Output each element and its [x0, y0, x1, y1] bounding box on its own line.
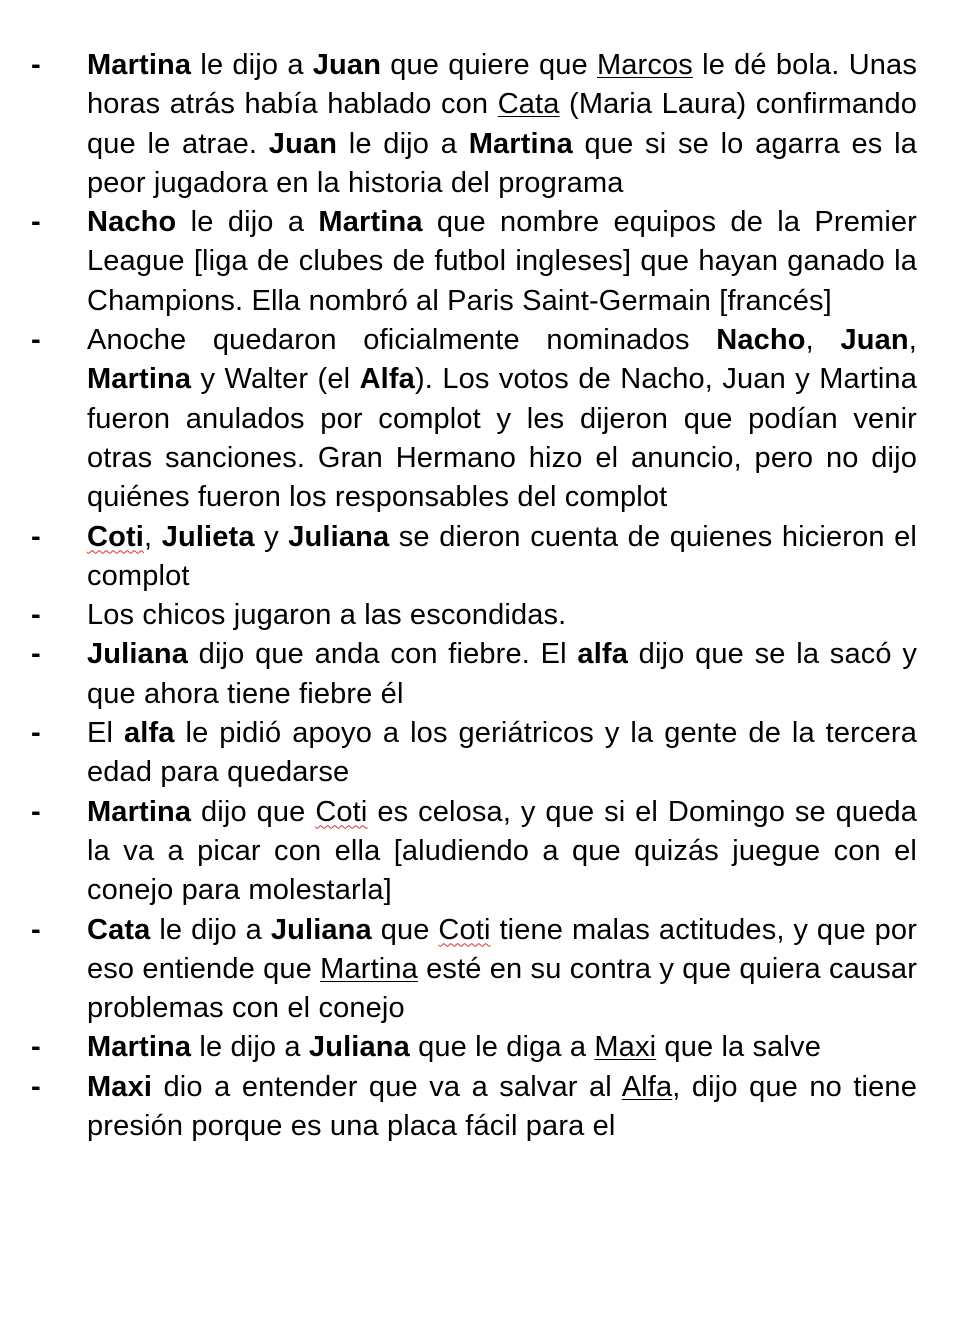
text-run: que si se lo agarra es la peor jugadora en la historia del programa: [87, 127, 917, 199]
bullet-dash: -: [31, 1031, 41, 1064]
list-item: [0, 635, 974, 714]
styled-text: Martina: [468, 127, 573, 160]
styled-text: Coti: [438, 913, 491, 946]
styled-text: Coti: [315, 795, 368, 828]
text-run: le dijo a: [191, 49, 313, 81]
styled-text: Martina: [87, 363, 192, 396]
text-run: es celosa, y que si el Domingo se queda la va a picar con ella [aludiendo a que quizás juegue con el conejo para molestarla]: [87, 795, 917, 907]
list-item: [0, 46, 974, 203]
text-run: que le diga a: [409, 1031, 595, 1064]
text-run: El: [87, 717, 124, 750]
styled-text: Coti: [87, 520, 144, 553]
list-item: [0, 518, 974, 597]
text-run: le dijo a: [176, 206, 319, 239]
styled-text: Juan: [840, 324, 909, 357]
styled-text: Martina: [318, 206, 423, 239]
styled-text: Juan: [268, 127, 338, 160]
bullet-dash: -: [31, 49, 41, 81]
styled-text: Martina: [87, 49, 192, 81]
styled-text: Marcos: [596, 49, 693, 81]
text-run: le dijo a: [337, 127, 469, 160]
text-run: y Walter (el: [191, 363, 360, 396]
text-run: le dijo a: [150, 913, 271, 946]
bullet-dash: -: [31, 1070, 41, 1103]
text-run: dio a entender que va a salvar al: [152, 1070, 622, 1103]
list-item-text: [87, 321, 917, 517]
list-item-text: [87, 793, 917, 911]
text-run: le pidió apoyo a los geriátricos y la gente de la tercera edad para quedarse: [87, 717, 917, 789]
styled-text: Martina: [87, 795, 192, 828]
list-item: [0, 793, 974, 911]
bullet-dash: -: [31, 717, 41, 750]
text-run: que la salve: [656, 1031, 821, 1064]
list-item: [0, 596, 974, 635]
text-run: que: [371, 913, 439, 946]
styled-text: Juliana: [308, 1031, 410, 1064]
styled-text: Martina: [87, 1031, 192, 1064]
list-item-text: [87, 46, 917, 203]
styled-text: Juliana: [87, 638, 188, 671]
bullet-dash: -: [31, 638, 41, 671]
styled-text: Nacho: [87, 206, 177, 239]
styled-text: Martina: [320, 952, 418, 985]
bullet-dash: -: [31, 324, 41, 357]
styled-text: Juan: [312, 49, 382, 81]
text-run: tiene malas actitudes, y que por eso entiende que: [87, 913, 918, 985]
text-run: esté en su contra y que quiera causar problemas con el conejo: [87, 952, 917, 1025]
text-run: y: [254, 520, 289, 553]
list-item-text: [87, 1068, 917, 1147]
list-item: [0, 1028, 974, 1067]
text-run: dijo que anda con fiebre. El: [187, 638, 578, 671]
text-run: Anoche quedaron oficialmente nominados: [87, 324, 717, 357]
bullet-dash: -: [31, 206, 41, 239]
styled-text: Maxi: [87, 1070, 153, 1103]
text-run: que nombre equipos de la Premier League [liga de clubes de futbol ingleses] que hayan ganado la Champions. Ella nombró al Paris Saint-Germain [francés]: [87, 206, 917, 317]
bullet-dash: -: [31, 795, 41, 828]
styled-text: Cata: [497, 88, 560, 121]
text-run: ,: [143, 520, 162, 553]
text-run: , dijo que no tiene presión porque es una placa fácil para el: [87, 1070, 917, 1143]
text-run: que quiere que: [381, 49, 597, 81]
text-run: se dieron cuenta de quienes hicieron el complot: [87, 520, 917, 592]
styled-text: Nacho: [716, 324, 806, 357]
list-item-text: [87, 1028, 917, 1067]
styled-text: Cata: [87, 913, 151, 946]
bullet-dash: -: [31, 913, 41, 946]
list-item: [0, 203, 974, 321]
list-item: [0, 1068, 974, 1147]
styled-text: Alfa: [621, 1070, 673, 1103]
text-run: ,: [908, 324, 917, 357]
text-run: le dé bola. Unas horas atrás había hablado con: [87, 49, 917, 121]
text-run: le dijo a: [191, 1031, 309, 1064]
bullet-dash: -: [31, 599, 41, 632]
list-item-text: [87, 714, 917, 793]
styled-text: alfa: [124, 717, 175, 750]
styled-text: Juliana: [270, 913, 372, 946]
list-item-text: [87, 911, 917, 1029]
list-item-text: [87, 518, 917, 597]
list-item: [0, 321, 974, 517]
styled-text: Alfa: [359, 363, 415, 396]
text-run: (Maria Laura) confirmando que le atrae.: [87, 88, 918, 160]
text-run: dijo que se la sacó y que ahora tiene fiebre él: [87, 638, 917, 710]
list-item: [0, 714, 974, 793]
text-run: Los chicos jugaron a las escondidas.: [87, 599, 567, 632]
styled-text: Julieta: [161, 520, 255, 553]
text-run: dijo que: [191, 795, 316, 828]
list-item-text: [87, 203, 917, 321]
text-run: ,: [805, 324, 841, 357]
styled-text: Juliana: [288, 520, 390, 553]
bullet-dash: -: [31, 520, 41, 553]
list-item: [0, 911, 974, 1029]
document-body: [0, 46, 974, 1146]
list-item-text: [87, 635, 917, 714]
text-run: ). Los votos de Nacho, Juan y Martina fueron anulados por complot y les dijeron que podían venir otras sanciones. Gran Hermano hizo el anuncio, pero no dijo quiénes fueron los responsables del complot: [87, 363, 917, 514]
list-item-text: [87, 596, 917, 635]
styled-text: Maxi: [594, 1031, 657, 1064]
styled-text: alfa: [577, 638, 628, 671]
